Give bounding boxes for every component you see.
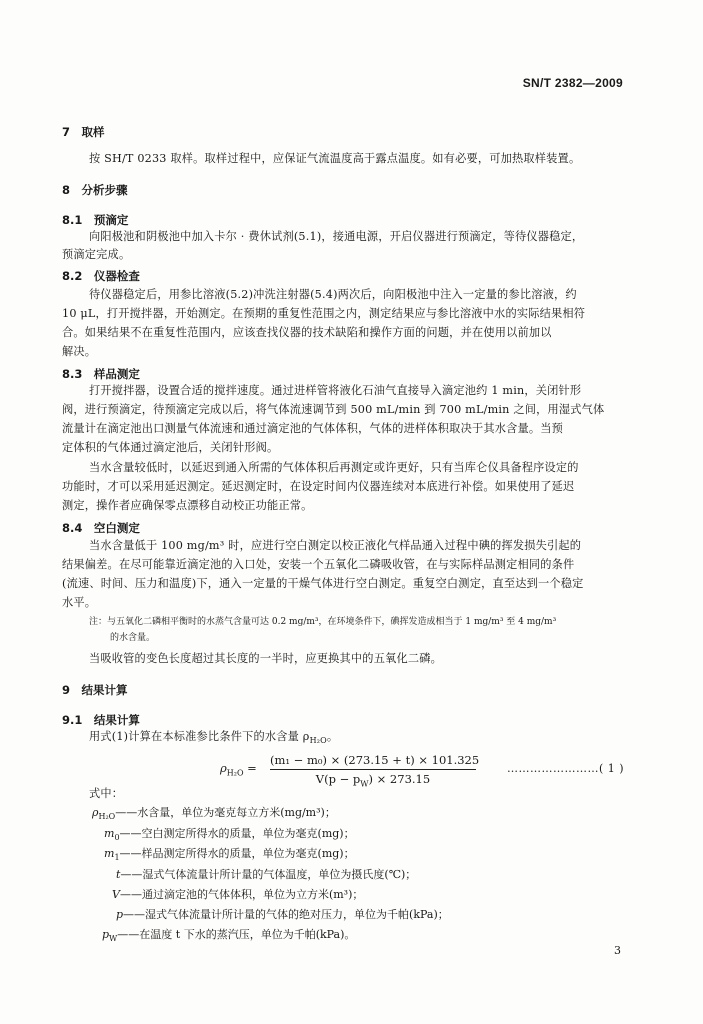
section-8-1-line-2: 预滴定完成。	[62, 248, 131, 261]
variable-pw: $p_W——$在温度 t 下水的蒸汽压，单位为千帕(kPa)。	[102, 928, 356, 944]
variable-t: t——湿式气体流量计所计量的气体温度，单位为摄氏度(℃)；	[116, 868, 417, 881]
where-label: 式中：	[89, 787, 124, 800]
section-8-2-line-3: 合。如果结果不在重复性范围内，应该查找仪器的技术缺陷和操作方面的问题，并在使用以前加以	[62, 326, 552, 339]
section-7-heading: 7 取样	[62, 125, 105, 139]
variable-m1: $m_1——$样品测定所得水的质量，单位为毫克(mg)；	[104, 847, 355, 863]
section-8-2-line-2: 10 μL，打开搅拌器，开始测定。在预期的重复性范围之内，测定结果应与参比溶液中水的实际结果相符	[62, 307, 586, 320]
equation-lhs: $\rho_{H_2O}$ =	[220, 761, 257, 778]
section-8-heading: 8 分析步骤	[62, 183, 128, 197]
section-7-body: 按 SH/T 0233 取样。取样过程中，应保证气流温度高于露点温度。如有必要，可加热取样装置。	[89, 152, 581, 165]
section-8-4-line-4: 水平。	[62, 596, 97, 609]
section-8-4-line-1: 当水含量低于 100 mg/m³ 时，应进行空白测定以校正液化气样品通入过程中碘的挥发损失引起的	[89, 539, 582, 552]
section-8-3-line-3: 流量计在滴定池出口测量气体流速和通过滴定池的气体体积，气体的进样体积取决于其水含量。当预	[62, 422, 564, 435]
section-8-2-line-4: 解决。	[62, 345, 97, 358]
equation-numerator: (m₁ − m₀) × (273.15 + t) × 101.325	[270, 753, 480, 767]
variable-rho-h2o: $\rho_{H_2O}——$水含量，单位为毫克每立方米(mg/m³)；	[92, 806, 336, 822]
equation-number: ……………………( 1 )	[507, 762, 625, 775]
equation-fraction	[270, 753, 480, 789]
variable-v: V——通过滴定池的气体体积，单位为立方米(m³)；	[112, 888, 364, 901]
section-8-4-line-3: (流速、时间、压力和温度)下，通入一定量的干燥气体进行空白测定。重复空白测定，直至达到一个稳定	[62, 577, 584, 590]
standard-code: SN/T 2382—2009	[522, 76, 623, 90]
section-8-3-heading: 8.3 样品测定	[62, 367, 140, 381]
section-8-1-heading: 8.1 预滴定	[62, 213, 129, 227]
section-9-heading: 9 结果计算	[62, 683, 128, 697]
section-8-3-para2-line-2: 功能时，才可以采用延迟测定。延迟测定时，在设定时间内仪器连续对本底进行补偿。如果使用了延迟	[62, 480, 575, 493]
section-8-1-line-1: 向阳极池和阴极池中加入卡尔 · 费休试剂(5.1)，接通电源，开启仪器进行预滴定，等待仪器稳定，	[89, 230, 584, 243]
section-8-2-heading: 8.2 仪器检查	[62, 269, 140, 283]
variable-m0: $m_0——$空白测定所得水的质量，单位为毫克(mg)；	[104, 827, 355, 843]
section-8-4-note-line-2: 的水含量。	[110, 633, 156, 643]
section-8-3-line-1: 打开搅拌器，设置合适的搅拌速度。通过进样管将液化石油气直接导入滴定池约 1 min，关闭针形	[89, 384, 582, 397]
section-8-2-line-1: 待仪器稳定后，用参比溶液(5.2)冲洗注射器(5.4)两次后，向阳极池中注入一定量的参比溶液，约	[89, 288, 577, 301]
section-9-1-heading: 9.1 结果计算	[62, 713, 140, 727]
section-8-3-line-4: 定体积的气体通过滴定池后，关闭针形阀。	[62, 441, 279, 454]
section-8-4-note-line-1: 注：与五氧化二磷相平衡时的水蒸气含量可达 0.2 mg/m³，在环境条件下，碘挥发造成相当于 1 mg/m³ 至 4 mg/m³	[89, 617, 557, 627]
section-8-3-line-2: 阀，进行预滴定，待预滴定完成以后，将气体流速调节到 500 mL/min 到 700 mL/min 之间，用湿式气体	[62, 403, 605, 416]
section-9-1-intro: 用式(1)计算在本标准参比条件下的水含量 $\rho_{H_2O}$。	[89, 730, 339, 746]
section-8-4-line-2: 结果偏差。在尽可能靠近滴定池的入口处，安装一个五氧化二磷吸收管，在与实际样品测定相同的条件	[62, 558, 575, 571]
section-8-4-heading: 8.4 空白测定	[62, 521, 140, 535]
section-8-4-after-note: 当吸收管的变色长度超过其长度的一半时，应更换其中的五氧化二磷。	[89, 652, 443, 665]
fraction-bar	[270, 769, 476, 770]
equation-denominator: $V(p - p_W) \times 273.15$	[315, 772, 431, 789]
section-8-3-para2-line-3: 测定，操作者应确保零点漂移自动校正功能正常。	[62, 499, 313, 512]
variable-p: p——湿式气体流量计所计量的气体的绝对压力，单位为千帕(kPa)；	[116, 908, 449, 921]
page-number: 3	[614, 944, 621, 957]
section-8-3-para2-line-1: 当水含量较低时，以延迟到通入所需的气体体积后再测定或许更好，只有当库仑仪具备程序设定的	[89, 461, 579, 474]
